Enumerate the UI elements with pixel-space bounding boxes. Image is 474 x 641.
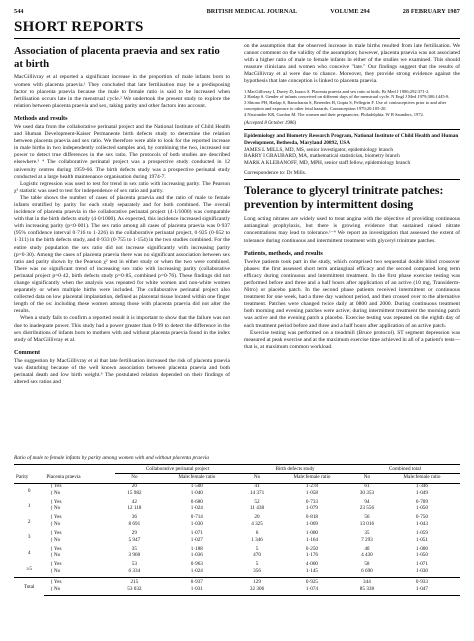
placenta-praevia-cell — [44, 587, 115, 596]
value-cell-com-ratio: 1·043 — [415, 521, 428, 528]
value-cell-com-no: 4 430 — [361, 552, 373, 559]
two-column-body — [14, 43, 460, 386]
value-cell-cpp-no: 36 — [131, 514, 137, 521]
value-cell-bds-no: 32 306 — [240, 587, 274, 596]
accepted-date: (Accepted 8 October 1986) — [244, 120, 297, 126]
placenta-praevia-value: No — [53, 505, 61, 512]
value-cell-bds-ratio: 1·058 — [305, 489, 319, 496]
group-header-cpp: Collaborative perinatal project — [115, 465, 240, 474]
value-cell-com-ratio: 1·050 — [415, 505, 428, 512]
value-cell-cpp-no: 215 — [115, 578, 153, 587]
value-cell-cpp-ratio: 0·680 — [190, 498, 203, 505]
value-cell-cpp-ratio: 1·071 — [190, 529, 203, 536]
table-row — [14, 587, 460, 596]
value-cell-bds-no: 5 — [255, 545, 259, 552]
article1-intro — [14, 74, 230, 109]
article2-methods-heading: Patients, methods, and results — [244, 249, 323, 257]
col-header-placenta: Placenta praevia — [44, 474, 115, 483]
value-cell-cpp-ratio: 0·963 — [190, 561, 203, 568]
paragraph: MacGillivray et al reported a significant increase in the proportion of male infants born to women with placenta praevia.¹ They concluded that late fertilisation may be a predisposing factor to placenta praevia because the male to female ratio is said to be increased when fertilisation occurs late in the menstrual cycle.² We undertook the present study to explore the relation between placenta praevia and sex, taking parity and other factors into account. — [14, 74, 230, 109]
brace-mark: { — [50, 561, 53, 568]
affiliation-rule — [244, 129, 460, 130]
value-cell-com-no: 13 016 — [359, 521, 375, 528]
value-cell-bds-no: 41 — [254, 483, 260, 490]
article1-methods — [14, 124, 230, 344]
value-cell-com-no: 6 690 — [361, 567, 373, 574]
section-title: SHORT REPORTS — [14, 19, 144, 35]
placenta-praevia-value: No — [53, 536, 61, 543]
value-cell-bds-ratio: 0·925 — [274, 578, 350, 587]
brace-mark: { — [50, 514, 53, 521]
journal-volume: VOLUME 294 — [330, 8, 370, 15]
value-cell-bds-no: 11 438 — [249, 505, 265, 512]
value-cell-cpp-ratio: 1·030 — [190, 521, 203, 528]
paragraph: Twelve patients took part in the study, which comprised two sequential double blind crossover phases: the first assessed short term antianginal efficacy and the second compared long term efficacy during continuous and intermittent treatment. In the first phase exercise testing was performed before and three and a half hours after application of an active (10 mg, Transiderm-Nitro) or placebo patch. In the second phase patients received intermittent or continuous treatment for one week, had a three day washout period, and then crossed over to the alternative treatment. Patches were changed twice daily at 0800 and 2000. During continuous treatment both morning and evening patches were active; during intermittent treatment the morning patch was active and the evening patch a placebo. Exercise testing was repeated on the eighth day of each treatment period before and three and a half hours after application of an active patch. — [244, 258, 460, 329]
value-cell-cpp-no: 29 — [131, 529, 137, 536]
value-cell-bds-ratio: 0·733 — [305, 498, 319, 505]
author-line: BARRY I GRAUBARD, MA, mathematical statistician, biometry branch — [244, 153, 400, 160]
author-list — [244, 147, 460, 168]
table-caption: Ratio of male to female infants by parity among women with and without placenta praevia — [14, 455, 209, 461]
value-cell-com-ratio: 1·051 — [415, 536, 428, 543]
col-header-com-ratio: Male:female ratio — [384, 474, 460, 483]
value-cell-com-no: 94 — [364, 498, 370, 505]
value-cell-bds-ratio: 1·145 — [305, 567, 319, 574]
placenta-praevia-value: Yes — [53, 529, 62, 536]
article1-continuation — [244, 43, 460, 86]
reference-list — [244, 89, 460, 118]
value-cell-com-no: 344 — [350, 578, 384, 587]
left-column — [14, 43, 230, 386]
reference-item: 3 Shiono PH, Harlap S, Ramcharan S, Berendes H, Gupta S, Pellegrin F. Use of contraceptives prior to and after conception and exposure to other fetal hazards. Contraception 1979;20:105-20. — [244, 100, 447, 112]
value-cell-com-ratio: 1·030 — [415, 567, 428, 574]
table-row — [14, 578, 460, 587]
table-row — [14, 562, 460, 569]
table-row — [14, 483, 460, 490]
value-cell-com-no: 30 353 — [359, 489, 375, 496]
placenta-praevia-value: No — [53, 552, 61, 559]
paragraph: We used data from the collaborative perinatal project and the National Institute of Child Health and Human Development-Kaiser Permanente birth defects study to determine the relation between placenta praevia and sex ratio. We therefore were able to look for the reported increase in male births in two independently collected samples and, by combining the two, increased our power to detect true differences in the sex ratio. The protocols of both studies are described elsewhere.³ ⁴ The collaborative perinatal project was a prospective study conducted in 12 university centres during 1959-66. The birth defects study was a prospective perinatal study conducted at a large health maintenance organisation during 1974-7. — [14, 123, 230, 180]
value-cell-cpp-no: 3 960 — [128, 552, 141, 559]
table-row — [14, 522, 460, 531]
value-cell-com-ratio: 1·346 — [415, 483, 428, 490]
value-cell-bds-ratio: 1·079 — [305, 505, 319, 512]
value-cell-cpp-ratio: 0·714 — [190, 514, 203, 521]
value-cell-cpp-no: 6 334 — [128, 567, 141, 574]
value-cell-cpp-no: 8 691 — [128, 521, 141, 528]
placenta-praevia-value: Yes — [53, 498, 62, 505]
value-cell-com-no: 35 — [364, 529, 370, 536]
parity-cell: 0 — [27, 487, 31, 494]
value-cell-cpp-no: 20 — [131, 483, 137, 490]
value-cell-com-no: 23 556 — [359, 505, 375, 512]
paragraph: Exercise testing was performed on a treadmill (Bruce protocol). ST segment depression was measured at peak exercise and at the maximum exercise time achieved in all of a patient's tests—that is, at maximum common workload. — [244, 329, 460, 350]
paragraph: on the assumption that the observed increase in male births resulted from late fertilisation. We cannot comment on the validity of the assumption; however, placenta praevia was not associated with a higher ratio of male to female infants in either of the studies we examined. This should reassure clinicians and women who conceive "late." Our findings suggest that the results of MacGillivray et al were due to chance. Moreover, they provide strong evidence against the hypothesis that late conception is linked to placenta praevia. — [244, 43, 460, 85]
placenta-praevia-value: Yes — [53, 579, 62, 586]
value-cell-com-ratio: 1·059 — [415, 529, 428, 536]
correspondence: Correspondence to: Dr Mills. — [244, 170, 307, 177]
parity-cell: 3 — [27, 534, 31, 541]
running-head — [14, 8, 460, 15]
col-header-com-no: No — [350, 474, 384, 483]
table-row — [14, 553, 460, 562]
placenta-praevia-value: No — [53, 489, 61, 496]
value-cell-bds-ratio: 0·250 — [305, 545, 319, 552]
table-row — [14, 569, 460, 578]
value-cell-bds-no: 5 — [255, 561, 259, 568]
value-cell-cpp-no: 35 — [131, 545, 137, 552]
value-cell-cpp-no: 5 947 — [128, 536, 141, 543]
author-line: JAMES L MILLS, MD, MS, senior investigator, epidemiology branch — [244, 146, 394, 153]
article2-methods — [244, 259, 460, 351]
value-cell-cpp-no: 15 982 — [127, 489, 142, 496]
value-cell-com-ratio: 0·750 — [415, 514, 428, 521]
value-cell-bds-ratio: 1·074 — [274, 587, 350, 596]
table-row — [14, 531, 460, 538]
value-cell-bds-no: 1 346 — [251, 536, 263, 543]
brace-mark: { — [50, 552, 53, 559]
value-cell-cpp-ratio: 1·027 — [190, 536, 203, 543]
value-cell-com-no: 56 — [364, 514, 370, 521]
parity-cell: 1 — [27, 503, 31, 510]
paragraph: When a study fails to confirm a reported result it is important to show that the failure was not due to inadequate power. This study had a power greater than 0·99 to detect the difference in the sex distributions of infants born to mothers with and without placenta praevia found in the index study of MacGillivray et al. — [14, 315, 230, 343]
placenta-praevia-value: Yes — [53, 545, 62, 552]
placenta-praevia-value: Yes — [53, 561, 62, 568]
group-header-bds: Birth defects study — [240, 465, 350, 474]
brace-mark: { — [50, 498, 53, 505]
placenta-praevia-value: Yes — [53, 483, 62, 490]
page-number: 544 — [14, 8, 24, 15]
value-cell-cpp-ratio: 0·937 — [154, 578, 240, 587]
reference-item: 2 Harlap S. Gender of infants conceived on different days of the menstrual cycle. N Engl J Med 1979;300:1445-8. — [244, 94, 450, 100]
value-cell-bds-ratio: 1·069 — [305, 521, 319, 528]
section-rule — [14, 38, 460, 39]
reference-item: 1 MacGillivray I, Davey D, Isaacs S. Placenta praevia and sex ratio at birth. Br Med J 1986;292:371-2. — [244, 88, 430, 94]
col-header-cpp-no: No — [115, 474, 153, 483]
brace-mark: { — [50, 586, 53, 593]
value-cell-bds-ratio: 1·000 — [305, 529, 319, 536]
affiliation-institution: Epidemiology and Biometry Research Program, National Institute of Child Health and Human Development, Bethesda, Maryland 20892, USA — [244, 132, 459, 146]
value-cell-cpp-ratio: 1·040 — [190, 489, 203, 496]
col-header-bds-ratio: Male:female ratio — [274, 474, 350, 483]
table-row — [14, 515, 460, 522]
value-cell-com-ratio: 1·049 — [415, 489, 428, 496]
value-cell-com-ratio: 1·071 — [415, 561, 428, 568]
value-cell-bds-no: 6 — [255, 529, 259, 536]
placenta-praevia-value: No — [53, 586, 61, 593]
value-cell-bds-ratio: 1·176 — [305, 552, 319, 559]
value-cell-com-no: 7 293 — [361, 536, 373, 543]
paragraph: The table shows the number of cases of placenta praevia and the ratio of male to female infants stratified by parity for each study separately and for both combined. The overall incidence of placenta praevia in the collaborative perinatal project (4·1/1000) was comparable with that in the birth defects study (4·0/1000). As expected, this incidence increased significantly with increasing parity (p<0·001). The sex ratio among all cases of placenta praevia was 0·937 (95% confidence interval 0·716 to 1·226) in the collaborative perinatal project, 0·925 (0·652 to 1·311) in the birth defects study, and 0·933 (0·755 to 1·154) in the two studies combined. For the entire study population the sex ratio did not increase significantly with increasing parity (p=0·30). Among the cases of placenta praevia there was no significant association between sex ratio and parity shown by the Pearson χ² test in either study or when the two were combined. There was no significant trend of increasing sex ratio with increasing parity (collaborative perinatal project p=0·42, birth defects study p=0·85, combined p=0·76). These findings did not change significantly when the analysis was repeated for white women and non-white women separately or when multiple births were included. The collaborative perinatal project also collected data on low placental implantation, defined as placental tissue located within one finger length of the os: including these women among those with placenta praevia did not alter the results. — [14, 194, 230, 315]
brace-mark: { — [50, 579, 53, 586]
value-cell-cpp-no: 53 — [131, 561, 137, 568]
group-header-combined: Combined total — [350, 465, 460, 474]
table-row — [14, 506, 460, 515]
brace-mark: { — [50, 536, 53, 543]
value-cell-cpp-ratio: 1·500 — [190, 483, 203, 490]
reference-item: 4 Niswander KR, Gordon M. The women and their pregnancies. Philadelphia: W B Saunders, 1972. — [244, 111, 424, 117]
value-cell-bds-ratio: 4·000 — [305, 561, 319, 568]
paragraph: Long acting nitrates are widely used to treat angina with the objective of providing continuous antianginal prophylaxis, but there is growing evidence that sustained raised nitrate concentrations may lead to tolerance.¹⁻⁴ We report an investigation that assessed the extent of tolerance during continuous and intermittent treatment with glyceryl trinitrate patches. — [244, 216, 460, 244]
paragraph: Logistic regression was used to test for trend in sex ratio with increasing parity. The Pearson χ² statistic was used to test for independence of sex ratio and parity. — [14, 180, 230, 194]
value-cell-com-ratio: 1·047 — [384, 587, 460, 596]
table-row — [14, 490, 460, 499]
article2-intro — [244, 216, 460, 244]
brace-mark: { — [50, 489, 53, 496]
placenta-praevia-value: No — [53, 521, 61, 528]
value-cell-bds-ratio: 1·278 — [305, 483, 319, 490]
value-cell-com-no: 61 — [364, 483, 370, 490]
parity-cell: 2 — [27, 518, 31, 525]
author-line: MARK A KLEBANOFF, MD, MPH, senior staff fellow, epidemiology branch — [244, 160, 411, 167]
value-cell-bds-no: 20 — [254, 514, 260, 521]
issue-date: 28 FEBRUARY 1987 — [402, 8, 460, 15]
journal-name: BRITISH MEDICAL JOURNAL — [206, 8, 298, 15]
value-cell-com-no: 40 — [364, 545, 370, 552]
value-cell-cpp-ratio: 1·188 — [190, 545, 203, 552]
value-cell-cpp-no: 53 032 — [115, 587, 153, 596]
value-cell-cpp-no: 12 118 — [127, 505, 142, 512]
value-cell-com-no: 58 — [364, 561, 370, 568]
brace-mark: { — [50, 567, 53, 574]
parity-cell: ≥5 — [26, 565, 32, 572]
value-cell-cpp-ratio: 1·036 — [190, 552, 203, 559]
value-cell-bds-ratio: 0·818 — [305, 514, 319, 521]
value-cell-com-ratio: 1·050 — [415, 552, 428, 559]
value-cell-com-ratio: 0·933 — [384, 578, 460, 587]
article1-methods-heading: Methods and results — [14, 114, 68, 122]
brace-mark: { — [50, 483, 53, 490]
article2-title: Tolerance to glyceryl trinitrate patches: prevention by intermittent dosing — [244, 183, 444, 211]
parity-cell: Total — [14, 578, 44, 596]
col-header-bds-no: No — [240, 474, 274, 483]
affiliation — [244, 133, 460, 167]
col-header-parity: Parity — [14, 474, 44, 483]
article1-title: Association of placenta praevia and sex ratio at birth — [14, 45, 220, 70]
value-cell-bds-no: 129 — [240, 578, 274, 587]
brace-mark: { — [50, 529, 53, 536]
value-cell-com-ratio: 1·000 — [415, 545, 428, 552]
brace-mark: { — [50, 505, 53, 512]
brace-mark: { — [50, 545, 53, 552]
parity-cell: 4 — [27, 549, 31, 556]
value-cell-com-no: 85 338 — [350, 587, 384, 596]
placenta-praevia-cell — [44, 569, 115, 578]
value-cell-bds-no: 14 371 — [249, 489, 265, 496]
brace-mark: { — [50, 521, 53, 528]
col-header-cpp-ratio: Male:female ratio — [154, 474, 240, 483]
sex-ratio-table — [14, 464, 460, 596]
table-body — [14, 483, 460, 595]
value-cell-cpp-ratio: 1·024 — [190, 505, 203, 512]
table-row — [14, 537, 460, 546]
value-cell-bds-no: 470 — [253, 552, 261, 559]
placenta-praevia-value: No — [53, 567, 61, 574]
paragraph: The suggestion by MacGillivray et al that late fertilisation increased the risk of placenta praevia was disturbing because of the well known association between placenta praevia and both perinatal death and low birth weight.⁵ The postulated relation depended on their findings of altered sex ratios and — [14, 357, 230, 386]
value-cell-cpp-ratio: 1·031 — [154, 587, 240, 596]
article1-comment-heading: Comment — [14, 348, 41, 356]
right-column — [244, 43, 460, 386]
value-cell-bds-no: 4 325 — [251, 521, 263, 528]
sex-ratio-table-block — [14, 455, 460, 596]
table-row — [14, 546, 460, 553]
value-cell-bds-ratio: 1·164 — [305, 536, 319, 543]
value-cell-cpp-ratio: 1·024 — [190, 567, 203, 574]
table-row — [14, 499, 460, 506]
value-cell-bds-no: 52 — [254, 498, 260, 505]
article-separator — [244, 179, 460, 180]
article1-comment — [14, 358, 230, 386]
placenta-praevia-value: Yes — [53, 514, 62, 521]
value-cell-com-ratio: 0·709 — [415, 498, 428, 505]
value-cell-bds-no: 356 — [253, 567, 261, 574]
value-cell-cpp-no: 42 — [131, 498, 137, 505]
